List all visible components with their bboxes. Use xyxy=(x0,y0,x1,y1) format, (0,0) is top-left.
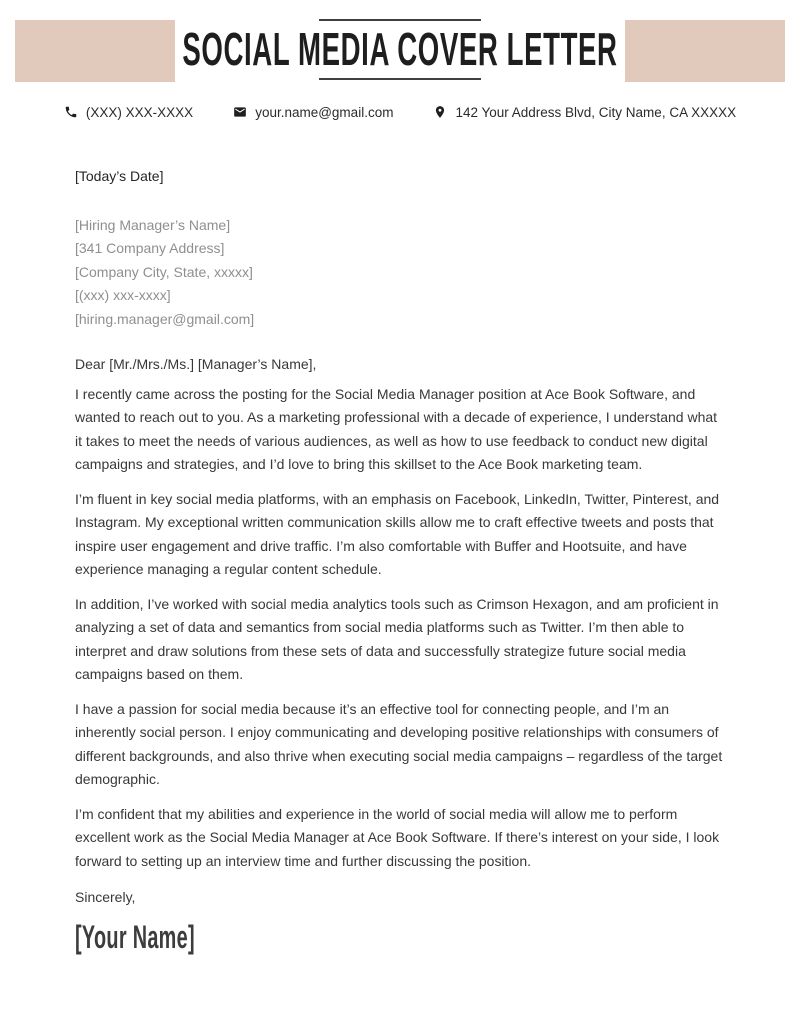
paragraph-3: In addition, I’ve worked with social media analytics tools such as Crimson Hexagon, and am proficient in analyzing a set of data and semantics from social media platforms such as Twitter. I’m then able to interpret and draw solutions from these sets of data and successfully strategize future social media campaigns based on them. xyxy=(75,595,719,682)
recipient-block xyxy=(75,214,725,332)
paragraph-1: I recently came across the posting for the Social Media Manager position at Ace Book Software, and wanted to reach out to you. As a marketing professional with a decade of experience, I understand what it takes to meet the needs of various audiences, as well as how to use feedback to conduct new digital campaigns and strategies, and I’d love to bring this skillset to the Ace Book marketing team. xyxy=(75,385,718,472)
signature-name: [Your Name] xyxy=(75,918,195,955)
paragraph-4: I have a passion for social media because it’s an effective tool for connecting people, and I’m an inherently social person. I enjoy communicating and developing positive relationships with consumers of different backgrounds, and also thrive when executing social media campaigns – regardless of the target demographic. xyxy=(75,700,723,787)
paragraph-5: I’m confident that my abilities and experience in the world of social media will allow me to perform excellent work as the Social Media Manager at Ace Book Software. If there’s interest on your side, I look forward to setting up an interview time and further discussing the position. xyxy=(75,805,720,869)
contact-address xyxy=(433,105,736,120)
recipient-city: [Company City, State, xxxxx] xyxy=(75,263,253,280)
title-rule-bottom xyxy=(319,78,481,80)
contact-phone-text: (XXX) XXX-XXXX xyxy=(85,104,194,120)
recipient-name: [Hiring Manager’s Name] xyxy=(75,216,231,233)
page-title: SOCIAL MEDIA COVER LETTER xyxy=(182,23,618,75)
contact-phone xyxy=(64,105,193,120)
phone-icon xyxy=(64,105,78,119)
title-block xyxy=(0,19,800,80)
location-pin-icon xyxy=(433,105,447,119)
letter-header xyxy=(0,0,800,100)
recipient-address: [341 Company Address] xyxy=(75,240,225,256)
contact-bar xyxy=(0,100,800,124)
letter-body xyxy=(75,165,725,955)
paragraph-2: I’m fluent in key social media platforms, with an emphasis on Facebook, LinkedIn, Twitter, Pinterest, and Instagram. My exceptional written communication skills allow me to craft effective tweets and posts that inspire user engagement and drive traffic. I’m also comfortable with Buffer and Hootsuite, and have experience managing a regular content schedule. xyxy=(75,490,720,577)
salutation: Dear [Mr./Mrs./Ms.] [Manager’s Name], xyxy=(75,356,317,372)
contact-email-text: your.name@gmail.com xyxy=(255,104,394,120)
date-line: [Today’s Date] xyxy=(75,168,164,184)
contact-email xyxy=(233,105,393,120)
email-icon xyxy=(233,105,247,119)
recipient-email: [hiring.manager@gmail.com] xyxy=(75,310,255,327)
contact-address-text: 142 Your Address Blvd, City Name, CA XXXXX xyxy=(455,104,737,120)
closing-line: Sincerely, xyxy=(75,889,136,905)
recipient-phone: [(xxx) xxx-xxxx] xyxy=(75,287,171,303)
